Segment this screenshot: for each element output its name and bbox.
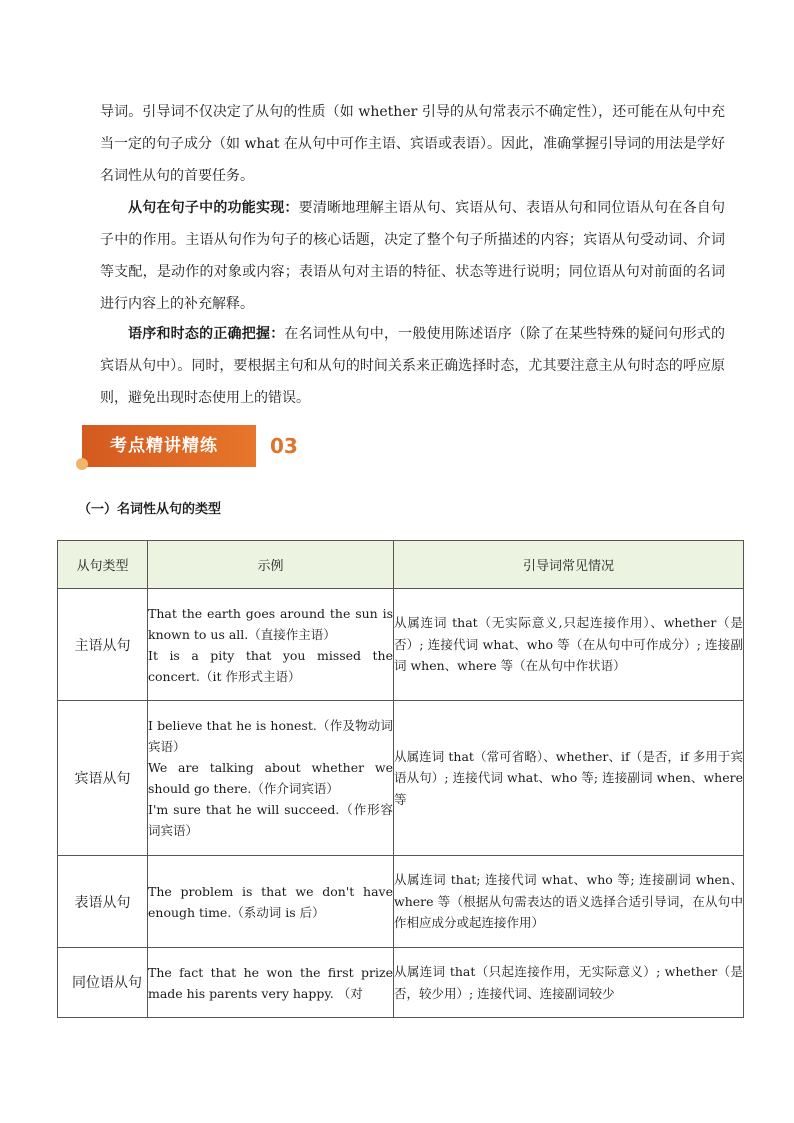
paragraph-bold-lead: 从句在句子中的功能实现： [128, 200, 299, 216]
paragraph-text: 要清晰地理解主语从句、宾语从句、表语从句和同位语从句在各自句子中的作用。主语从句作为句子的核心话题，决定了整个句子所描述的内容；宾语从句受动词、介词等支配，是动作的对象或内容；表语从句对主语的特征、状态等进行说明；同位语从句对前面的名词进行内容上的补充解释。 [100, 200, 726, 312]
clause-type-cell: 主语从句 [58, 589, 148, 701]
header-introducers: 引导词常见情况 [394, 541, 744, 589]
table-row [58, 948, 744, 1018]
table-row [58, 856, 744, 948]
introducer-cell: 从属连词 that; 连接代词 what、who 等; 连接副词 when、where 等（根据从句需表达的语义选择合适引导词，在从句中作相应成分或起连接作用） [394, 856, 744, 948]
word-order-paragraph [100, 318, 725, 414]
table-row [58, 589, 744, 701]
intro-paragraph [100, 96, 725, 192]
example-sentence: The fact that he won the first prize made his parents very happy. （对 [148, 964, 393, 1001]
example-cell [148, 856, 394, 948]
example-sentence: The problem is that we don't have enough time.（系动词 is 后） [148, 883, 393, 920]
example-cell [148, 701, 394, 856]
clause-type-cell: 表语从句 [58, 856, 148, 948]
banner-dot-icon [76, 458, 88, 470]
introducer-cell: 从属连词 that（只起连接作用，无实际意义）; whether（是否，较少用）; 连接代词、连接副词较少 [394, 948, 744, 1018]
paragraph-text: 在名词性从句中，一般使用陈述语序（除了在某些特殊的疑问句形式的宾语从句中）。同时，要根据主句和从句的时间关系来正确选择时态，尤其要注意主从句时态的呼应原则，避免出现时态使用上的错误。 [100, 326, 726, 406]
example-sentence: I'm sure that he will succeed.（作形容词宾语） [148, 802, 393, 838]
section-banner [82, 425, 298, 467]
clause-type-cell: 宾语从句 [58, 701, 148, 856]
banner-number: 03 [270, 434, 298, 458]
example-cell [148, 948, 394, 1018]
introducer-cell: 从属连词 that（常可省略）、whether、if（是否，if 多用于宾语从句）; 连接代词 what、who 等; 连接副词 when、where 等 [394, 701, 744, 856]
banner-title: 考点精讲精练 [110, 436, 218, 456]
clause-types-table [57, 540, 744, 1018]
header-example: 示例 [148, 541, 394, 589]
example-cell [148, 589, 394, 701]
table-header-row [58, 541, 744, 589]
paragraph-bold-lead: 语序和时态的正确把握： [128, 326, 285, 342]
example-sentence: That the earth goes around the sun is known to us all.（直接作主语） [148, 605, 393, 642]
function-paragraph [100, 192, 725, 320]
example-sentence: I believe that he is honest.（作及物动词宾语） [148, 718, 393, 754]
clause-type-cell: 同位语从句 [58, 948, 148, 1018]
paragraph-text: 导词。引导词不仅决定了从句的性质（如 whether 引导的从句常表示不确定性），还可能在从句中充当一定的句子成分（如 what 在从句中可作主语、宾语或表语）。因此，准确掌握引导词的用法是学好名词性从句的首要任务。 [100, 104, 725, 184]
example-sentence: It is a pity that you missed the concert.（it 作形式主语） [148, 647, 393, 684]
table-row [58, 701, 744, 856]
introducer-cell: 从属连词 that（无实际意义,只起连接作用）、whether（是否）; 连接代词 what、who 等（在从句中可作成分）; 连接副词 when、where 等（在从句中作状语） [394, 589, 744, 701]
section-heading: （一）名词性从句的类型 [78, 502, 222, 517]
header-clause-type: 从句类型 [58, 541, 148, 589]
example-sentence: We are talking about whether we should go there.（作介词宾语） [148, 760, 393, 796]
